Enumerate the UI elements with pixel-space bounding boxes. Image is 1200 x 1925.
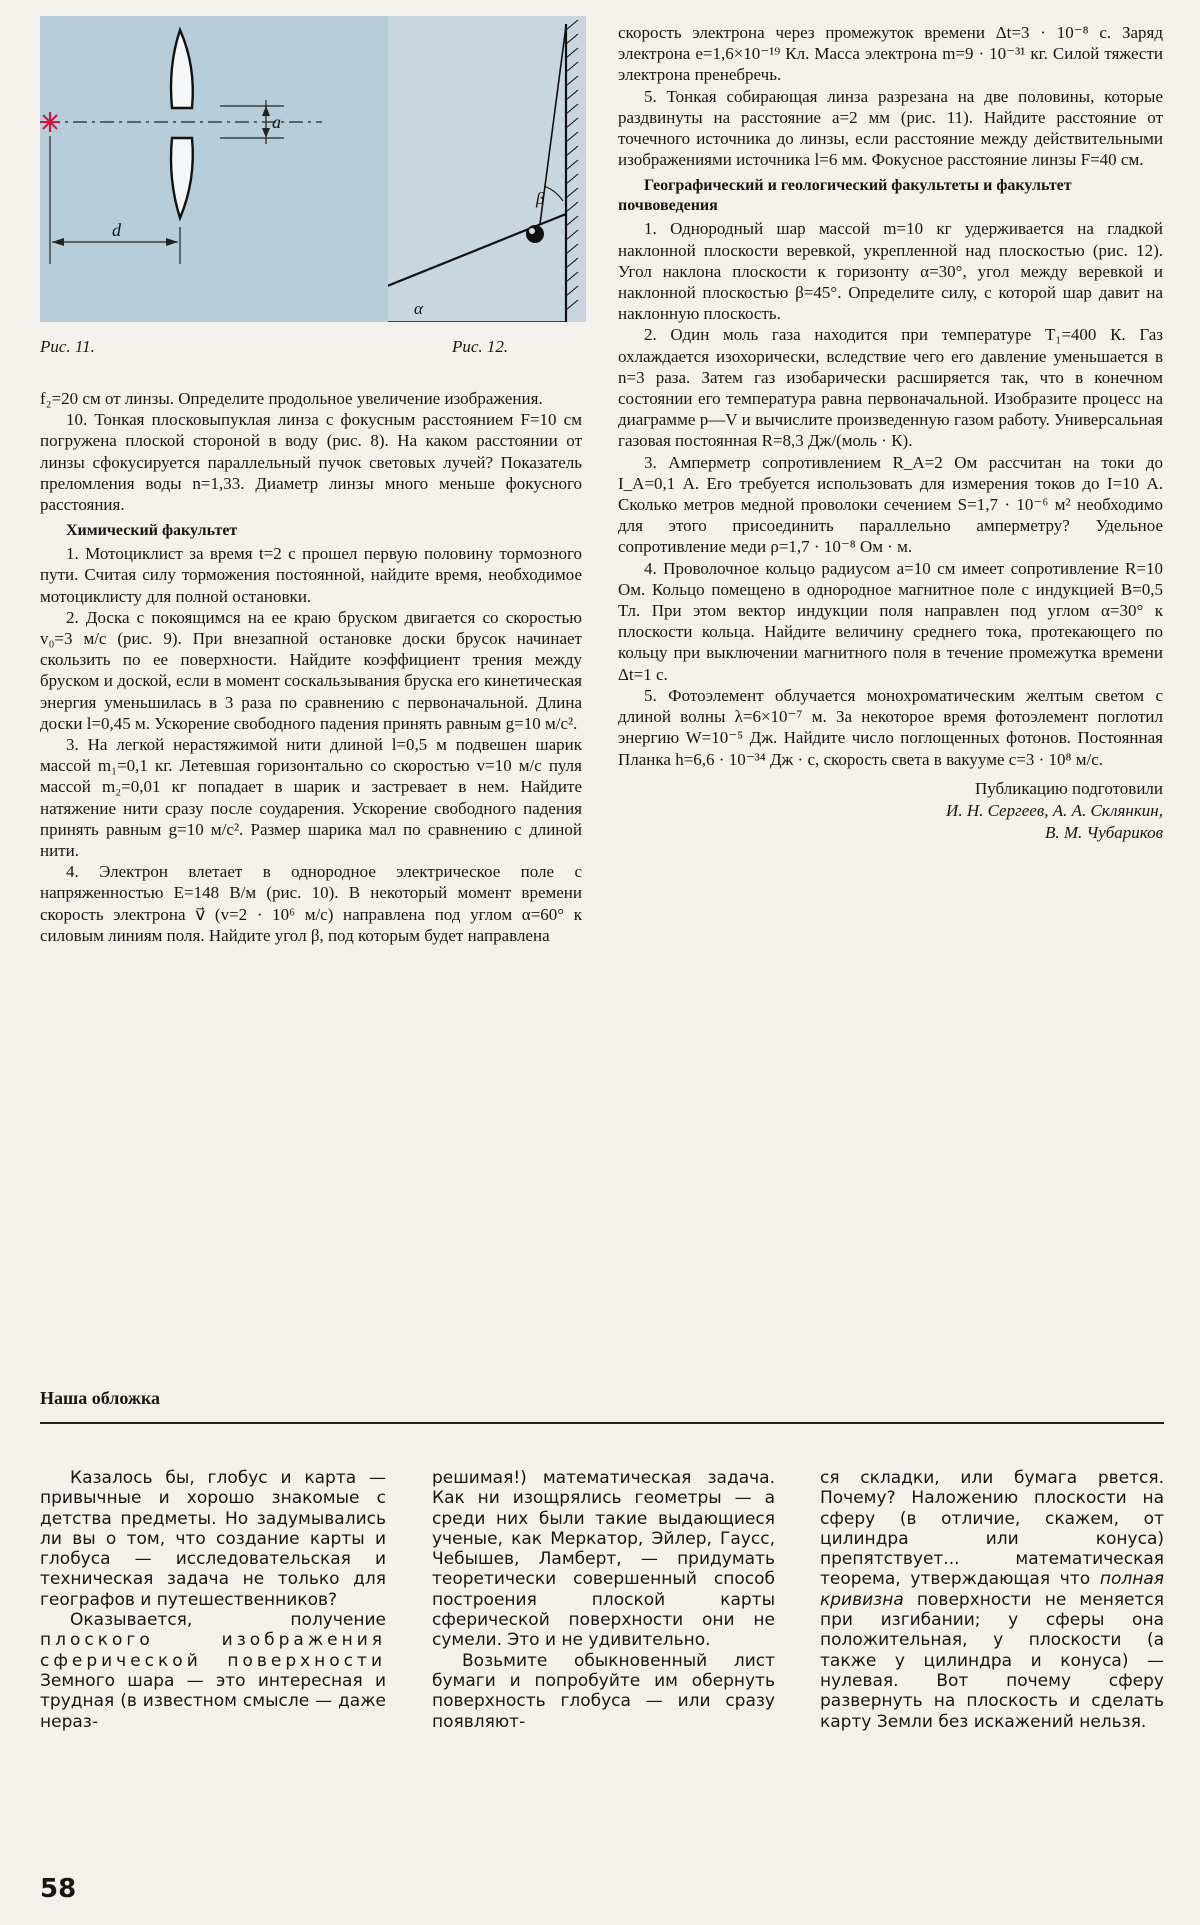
text-paragraph: 3. Амперметр сопротивлением R_A=2 Ом рассчитан на токи до I_A=0,1 А. Его требуется использовать для измерения токов до I=10 А. Сколько метров медной проволоки сечением S=1,7 · 10⁻⁶ м² необходимо для этого присоединить параллельно амперметру? Удельное сопротивление меди ρ=1,7 · 10⁻⁸ Ом · м.	[618, 452, 1163, 557]
label-beta: β	[536, 189, 545, 208]
column-left	[40, 388, 582, 946]
upper-lens-half	[171, 30, 193, 108]
text-paragraph: скорость электрона через промежуток времени Δt=3 · 10⁻⁸ с. Заряд электрона e=1,6×10⁻¹⁹ Кл. Масса электрона m=9 · 10⁻³¹ кг. Силой тяжести электрона пренебречь.	[618, 23, 1163, 85]
cover-column-1	[40, 1468, 386, 1732]
text-paragraph: 4. Проволочное кольцо радиусом a=10 см имеет сопротивление R=10 Ом. Кольцо помещено в однородное магнитное поле с индукцией B=0,5 Тл. При этом вектор индукции поля направлен под углом α=30° к плоскости кольца. Найдите величину среднего тока, протекающего по кольцу при выключении магнитного поля в течение промежутка времени Δt=1 с.	[618, 558, 1163, 684]
text-paragraph: Казалось бы, глобус и карта — привычные и хорошо знакомые с детства предметы. Но задумывались ли вы о том, что создание карты и глобуса — исследовательская и техническая задача не только для географов и путешественников?	[40, 1468, 386, 1610]
spaced-text: плоского изображения	[40, 1630, 386, 1651]
figure-12-incline-diagram	[388, 16, 586, 322]
text-paragraph	[820, 1468, 1164, 1732]
text-paragraph: решимая!) математическая задача. Как ни изощрялись геометры — а среди них были такие выдающиеся ученые, как Меркатор, Эйлер, Гаусс, Чебышев, Ламберт, — придумать теоретически совершенный способ построения плоской карты сферической поверхности они не сумели. Это и не удивительно.	[432, 1468, 775, 1651]
text-paragraph: 4. Электрон влетает в однородное электрическое поле с напряженностью E=148 В/м (рис. 10). В некоторый момент времени скорость электрона v⃗ (v=2 · 10⁶ м/с) направлена под углом α=60° к силовым линиям поля. Найдите угол β, под которым будет направлена	[40, 862, 582, 945]
figure-12-caption: Рис. 12.	[452, 337, 509, 356]
credits-names: И. Н. Сергеев, А. А. Склянкин,	[946, 800, 1163, 820]
section-heading-chemistry: Химический факультет	[66, 522, 238, 540]
lower-lens-half	[171, 138, 193, 218]
page-number: 58	[40, 1874, 77, 1904]
text-span: поверхности не меняется при изгибании; у сферы она положительная, у плоскости (а также у цилиндра и конуса) — нулевая. Вот почему сферу развернуть на плоскость и сделать карту Земли без искажений нельзя.	[820, 1589, 1164, 1732]
text-paragraph: 1. Мотоциклист за время t=2 с прошел первую половину тормозного пути. Считая силу торможения постоянной, найдите время, необходимое мотоциклисту для полной остановки.	[40, 544, 582, 606]
ball	[526, 225, 544, 243]
label-a: a	[272, 112, 281, 132]
text-span: ся складки, или бумага рвется. Почему? Наложению плоскости на сферу (в отличие, скажем, от цилиндра или конуса) препятствует... математическая теорема, утверждающая что	[820, 1468, 1164, 1590]
credits	[618, 778, 1163, 844]
text-span: Оказывается, получение	[70, 1610, 386, 1631]
text-paragraph: 3. На легкой нерастяжимой нити длиной l=0,5 м подвешен шарик массой m₁=0,1 кг. Летевшая горизонтально со скоростью v=10 м/с пуля массой m₂=0,01 кг попадает в шарик и застревает в нем. Найдите натяжение нити сразу после соударения. Ускорение свободного падения принять равным g=10 м/с². Размер шарика мал по сравнению с длиной нити.	[40, 735, 582, 861]
figure-11-lens-diagram	[40, 16, 388, 322]
text-paragraph: 5. Фотоэлемент облучается монохроматическим желтым светом с длиной волны λ=6×10⁻⁷ м. За некоторое время фотоэлемент поглотил энергию W=10⁻⁵ Дж. Найдите число поглощенных фотонов. Постоянная Планка h=6,6 · 10⁻³⁴ Дж · с, скорость света в вакууме c=3 · 10⁸ м/с.	[618, 685, 1163, 769]
text-paragraph	[40, 1610, 386, 1732]
text-span: Земного шара — это интересная и трудная (в известном смысле — даже нераз-	[40, 1670, 386, 1732]
cover-section-title: Наша обложка	[40, 1388, 161, 1408]
text-paragraph: 2. Доска с покоящимся на ее краю бруском двигается со скоростью v₀=3 м/с (рис. 9). При внезапной остановке доски брусок начинает скользить по ее поверхности. Найдите коэффициент трения между бруском и доской, если в момент соскальзывания бруска его кинетическая энергия уменьшилась в 3 раза по сравнению с первоначальной. Длина доски l=0,45 м. Ускорение свободного падения принять равным g=10 м/с².	[40, 607, 582, 733]
label-d: d	[112, 220, 121, 240]
text-paragraph: 10. Тонкая плосковыпуклая линза с фокусным расстоянием F=10 см погружена плоской стороной в воду (рис. 8). На каком расстоянии от линзы сфокусируется параллельный пучок световых лучей? Показатель преломления воды n=1,33. Диаметр линзы много меньше фокусного расстояния.	[40, 410, 582, 515]
credits-names: В. М. Чубариков	[1044, 822, 1163, 842]
cover-column-2	[432, 1468, 775, 1732]
credits-line: Публикацию подготовили	[974, 778, 1163, 798]
figure-11-caption: Рис. 11.	[40, 337, 95, 356]
section-heading-geography: Географический и геологический факультеты и факультет почвоведения	[618, 177, 1072, 215]
label-alpha: α	[414, 299, 423, 318]
text-paragraph: 2. Один моль газа находится при температуре T₁=400 К. Газ охлаждается изохорически, вследствие чего его давление уменьшается в n=3 раза. Затем газ изобарически расширяется так, что в конечном состоянии его температура равна первоначальной. Изобразите процесс на диаграмме p—V и вычислите произведенную газом работу. Универсальная газовая постоянная R=8,3 Дж/(моль · К).	[618, 325, 1163, 451]
text-paragraph: Возьмите обыкновенный лист бумаги и попробуйте им обернуть поверхность глобуса — или сразу появляют-	[432, 1650, 775, 1732]
spaced-text: сферической поверхности	[40, 1650, 386, 1671]
italic-text: полная кривизна	[820, 1569, 1165, 1610]
figure-12-svg	[388, 16, 586, 322]
text-paragraph: 1. Однородный шар массой m=10 кг удерживается на гладкой наклонной плоскости веревкой, укрепленной над плоскостью (рис. 12). Угол наклона плоскости к горизонту α=30°, угол между веревкой и наклонной плоскостью β=45°. Определите силу, с которой шар давит на наклонную плоскость.	[618, 219, 1163, 324]
figure-11-svg	[40, 16, 388, 322]
text-paragraph: f₂=20 см от линзы. Определите продольное увеличение изображения.	[40, 389, 543, 408]
point-source-icon	[40, 112, 60, 132]
cover-column-3	[820, 1468, 1164, 1732]
column-right	[618, 22, 1163, 844]
text-paragraph: 5. Тонкая собирающая линза разрезана на две половины, которые раздвинуты на расстояние a=2 мм (рис. 11). Найдите расстояние от точечного источника до линзы, если расстояние между действительными изображениями источника l=6 мм. Фокусное расстояние линзы F=40 см.	[618, 86, 1163, 170]
section-divider	[40, 1422, 1164, 1424]
